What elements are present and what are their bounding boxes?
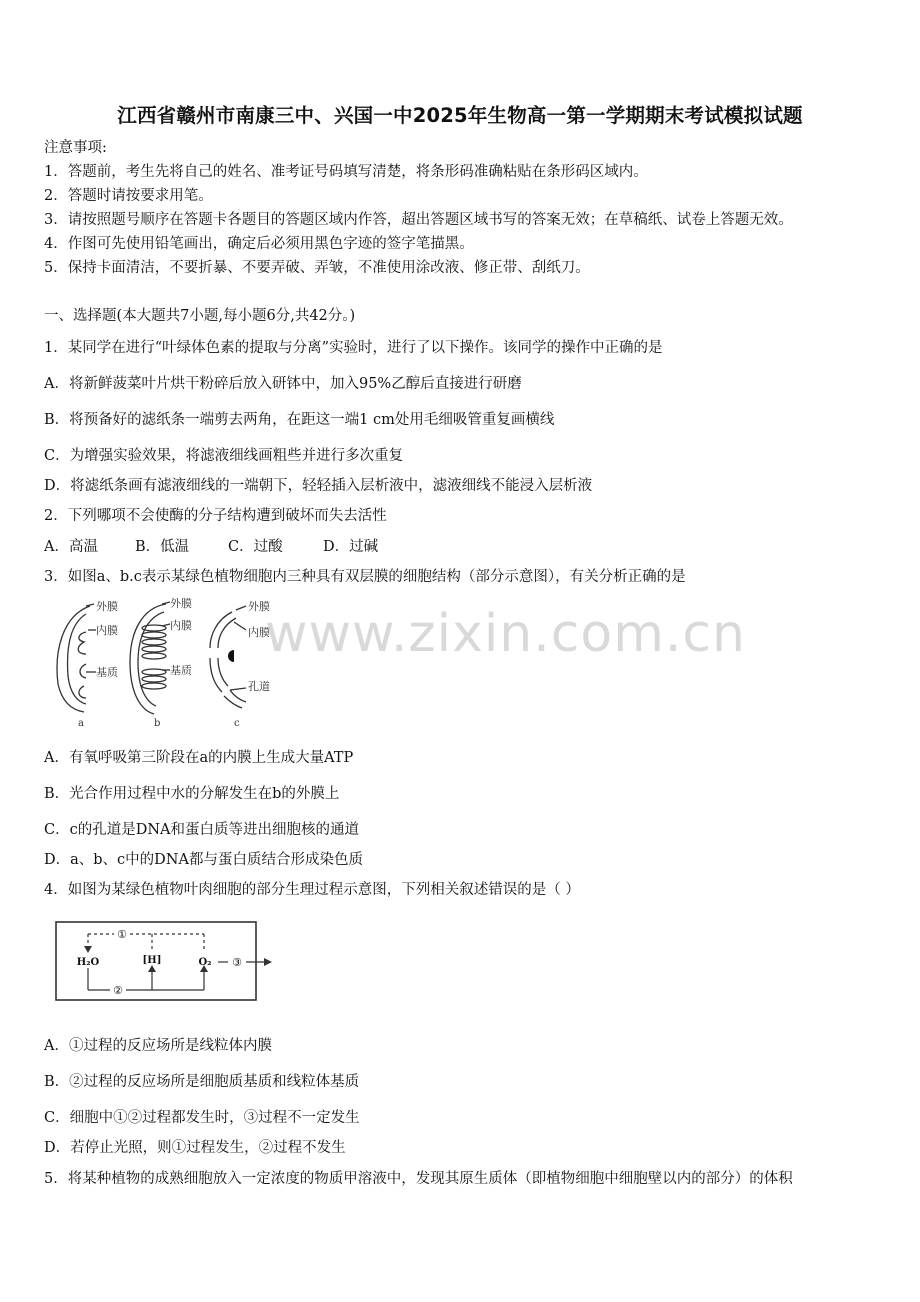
q4-option-d: D．若停止光照，则①过程发生，②过程不发生 [44,1140,346,1156]
b-label-outer: 外膜 [170,597,192,610]
process-figure [52,918,282,1008]
q2-option-a: A．高温 [44,539,98,555]
q3-option-a: A．有氧呼吸第三阶段在a的内膜上生成大量ATP [44,750,354,766]
q3-option-c: C．c的孔道是DNA和蛋白质等进出细胞核的通道 [44,822,359,838]
q1-option-c: C．为增强实验效果，将滤液细线画粗些并进行多次重复 [44,448,404,464]
q4-option-a: A．①过程的反应场所是线粒体内膜 [44,1038,272,1054]
caption-a: a [78,718,84,729]
mitochondrion-drawing [57,604,96,712]
pore-marker [228,650,234,662]
process-3-marker: ③ [232,956,242,969]
notice-item: 4．作图可先使用铅笔画出，确定后必须用黑色字迹的签字笔描黑。 [44,236,474,252]
notice-item: 2．答题时请按要求用笔。 [44,188,213,204]
notice-item: 3．请按照题号顺序在答题卡各题目的答题区域内作答，超出答题区域书写的答案无效；在草稿纸、试卷上答题无效。 [44,212,793,228]
q1-option-a: A．将新鲜菠菜叶片烘干粉碎后放入研钵中，加入95%乙醇后直接进行研磨 [44,376,522,392]
caption-b: b [154,718,161,729]
notice-item: 5．保持卡面清洁，不要折暴、不要弄破、弄皱，不准使用涂改液、修正带、刮纸刀。 [44,260,590,276]
q2-option-d: D．过碱 [323,539,379,555]
q2-option-c: C．过酸 [228,539,283,555]
watermark: www.zixin.com.cn [265,604,746,664]
organelle-figure [50,592,290,732]
chloroplast-drawing [130,602,170,714]
hydrogen-label: [H] [142,955,162,966]
question-5-stem: 5．将某种植物的成熟细胞放入一定浓度的物质甲溶液中，发现其原生质体（即植物细胞中细胞壁以内的部分）的体积 [44,1171,793,1187]
q3-option-b: B．光合作用过程中水的分解发生在b的外膜上 [44,786,340,802]
question-4-stem: 4．如图为某绿色植物叶肉细胞的部分生理过程示意图，下列相关叙述错误的是（ ） [44,882,580,898]
question-1-stem: 1．某同学在进行“叶绿体色素的提取与分离”实验时，进行了以下操作。该同学的操作中正确的是 [44,340,663,356]
q1-option-b: B．将预备好的滤纸条一端剪去两角，在距这一端1 cm处用毛细吸管重复画横线 [44,412,555,428]
caption-c: c [234,718,240,729]
b-label-matrix: 基质 [170,664,192,677]
process-2-marker: ② [113,984,123,997]
page-title: 江西省赣州市南康三中、兴国一中2025年生物高一第一学期期末考试模拟试题 [117,104,803,127]
q3-option-d: D．a、b、c中的DNA都与蛋白质结合形成染色质 [44,852,363,868]
notice-item: 1．答题前，考生先将自己的姓名、准考证号码填写清楚，将条形码准确粘贴在条形码区域内。 [44,164,648,180]
q1-option-d: D．将滤纸条画有滤液细线的一端朝下，轻轻插入层析液中，滤液细线不能浸入层析液 [44,478,593,494]
b-label-inner: 内膜 [170,619,192,632]
question-2-stem: 2．下列哪项不会使酶的分子结构遭到破坏而失去活性 [44,508,387,524]
process-1-marker: ① [117,928,127,941]
notice-heading: 注意事项: [44,140,107,156]
q2-option-b: B．低温 [135,539,190,555]
a-label-inner: 内膜 [96,624,118,637]
c-label-inner: 内膜 [248,626,270,639]
a-label-matrix: 基质 [96,666,118,679]
oxygen-label: O₂ [198,957,212,968]
q4-option-b: B．②过程的反应场所是细胞质基质和线粒体基质 [44,1074,360,1090]
section-heading: 一、选择题(本大题共7小题,每小题6分,共42分。) [44,308,356,324]
water-label: H₂O [76,957,100,968]
c-label-outer: 外膜 [248,600,270,613]
q4-option-c: C．细胞中①②过程都发生时，③过程不一定发生 [44,1110,360,1126]
question-3-stem: 3．如图a、b.c表示某绿色植物细胞内三种具有双层膜的细胞结构（部分示意图），有关分析正确的是 [44,569,686,585]
nuclear-envelope-drawing [210,606,246,708]
c-label-pore: 孔道 [248,680,270,693]
a-label-outer: 外膜 [96,600,118,613]
